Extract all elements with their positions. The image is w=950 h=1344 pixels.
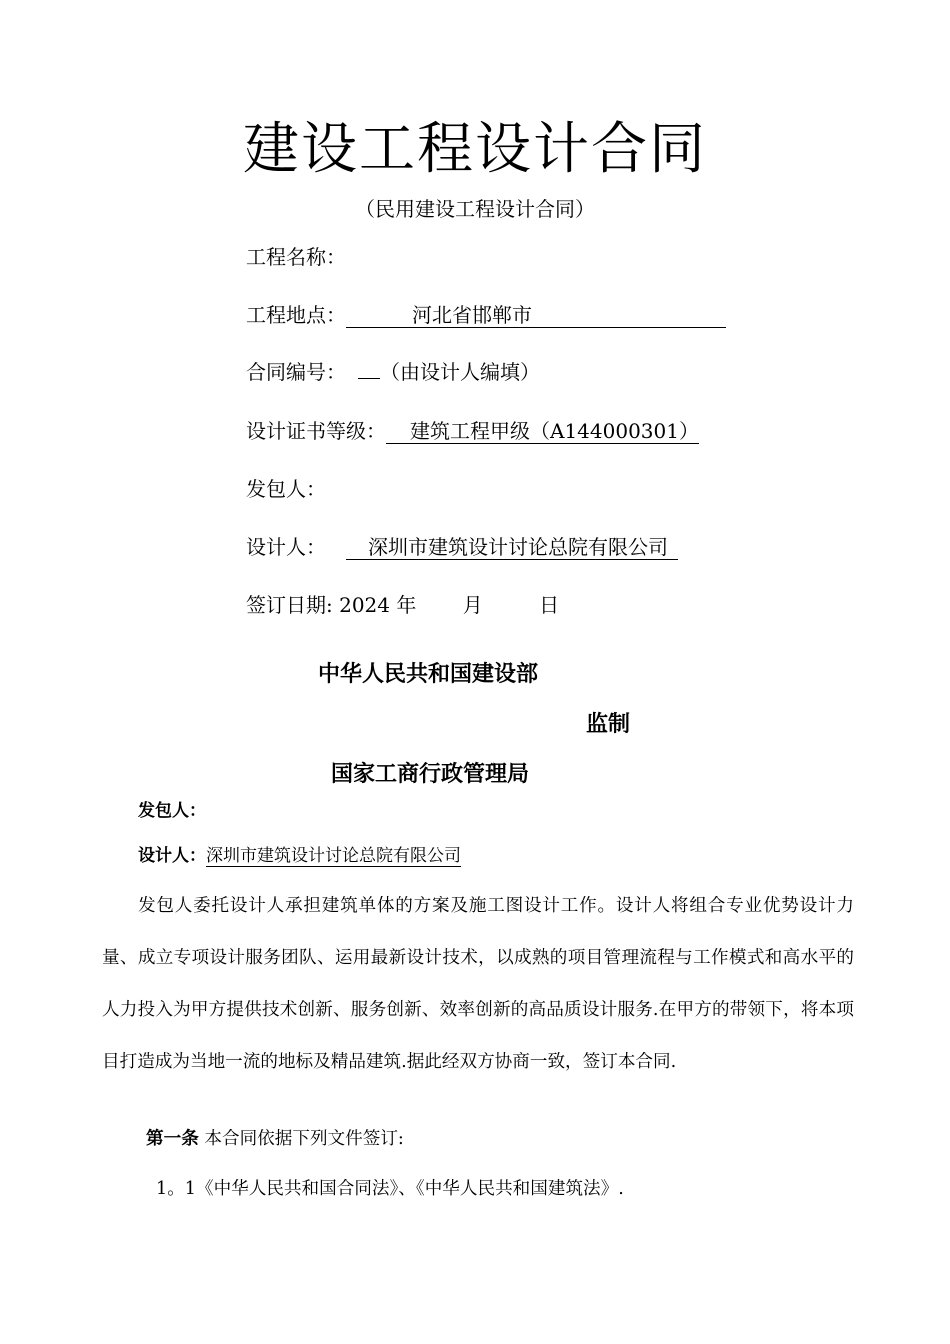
designer-blank [346,535,678,560]
intro-paragraph: 发包人委托设计人承担建筑单体的方案及施工图设计工作。设计人将组合专业优势设计力量、成立专项设计服务团队、运用最新设计技术，以成熟的项目管理流程与工作模式和高水平的人力投入为甲方提供技术创新、服务创新、效率创新的高品质设计服务.在甲方的带领下，将本项目打造成为当地一流的地标及精品建筑.据此经双方协商一致，签订本合同. [102,896,854,1072]
cert-level-row [246,416,699,446]
document-title: 建设工程设计合同 [243,117,707,182]
employer-label: 发包人： [246,477,326,501]
designer-row [246,532,678,562]
party-designer-value: 深圳市建筑设计讨论总院有限公司 [206,846,461,866]
sign-date-label: 签订日期: [246,593,333,617]
authority-ministry: 中华人民共和国建设部 [318,662,539,687]
project-location-blank [346,303,726,328]
document-subtitle: （民用建设工程设计合同） [355,197,595,221]
contract-no-blank [358,378,380,379]
employer-row [246,474,326,504]
party-employer-label: 发包人： [138,801,206,821]
article-1 [146,1124,404,1154]
authority-administration: 国家工商行政管理局 [331,762,530,787]
sign-year: 2024 年 [339,593,417,617]
project-name-row [246,242,346,272]
clause-1-1: 1。1《中华人民共和国合同法》、《中华人民共和国建筑法》. [156,1179,624,1199]
article-1-text: 本合同依据下列文件签订: [204,1129,404,1149]
sign-day: 日 [539,593,560,617]
project-location-value: 河北省邯郸市 [412,303,532,327]
contract-no-row [246,357,540,387]
cert-level-label: 设计证书等级： [246,419,386,443]
authority-supervise: 监制 [586,712,631,737]
contract-no-value: （由设计人编填） [380,360,540,384]
project-location-label: 工程地点： [246,303,346,327]
project-name-label: 工程名称： [246,245,346,269]
designer-value: 深圳市建筑设计讨论总院有限公司 [368,535,668,559]
contract-no-label: 合同编号： [246,360,346,384]
party-designer-row [138,842,461,870]
article-1-label: 第一条 [146,1129,199,1149]
party-employer-row [138,797,206,825]
party-designer-label: 设计人： [138,846,206,866]
sign-date-row [246,590,559,620]
cert-level-value: 建筑工程甲级（A144000301） [410,419,699,443]
project-location-row [246,300,726,330]
cert-level-blank [386,419,699,444]
designer-label: 设计人： [246,535,326,559]
sign-month: 月 [462,593,483,617]
